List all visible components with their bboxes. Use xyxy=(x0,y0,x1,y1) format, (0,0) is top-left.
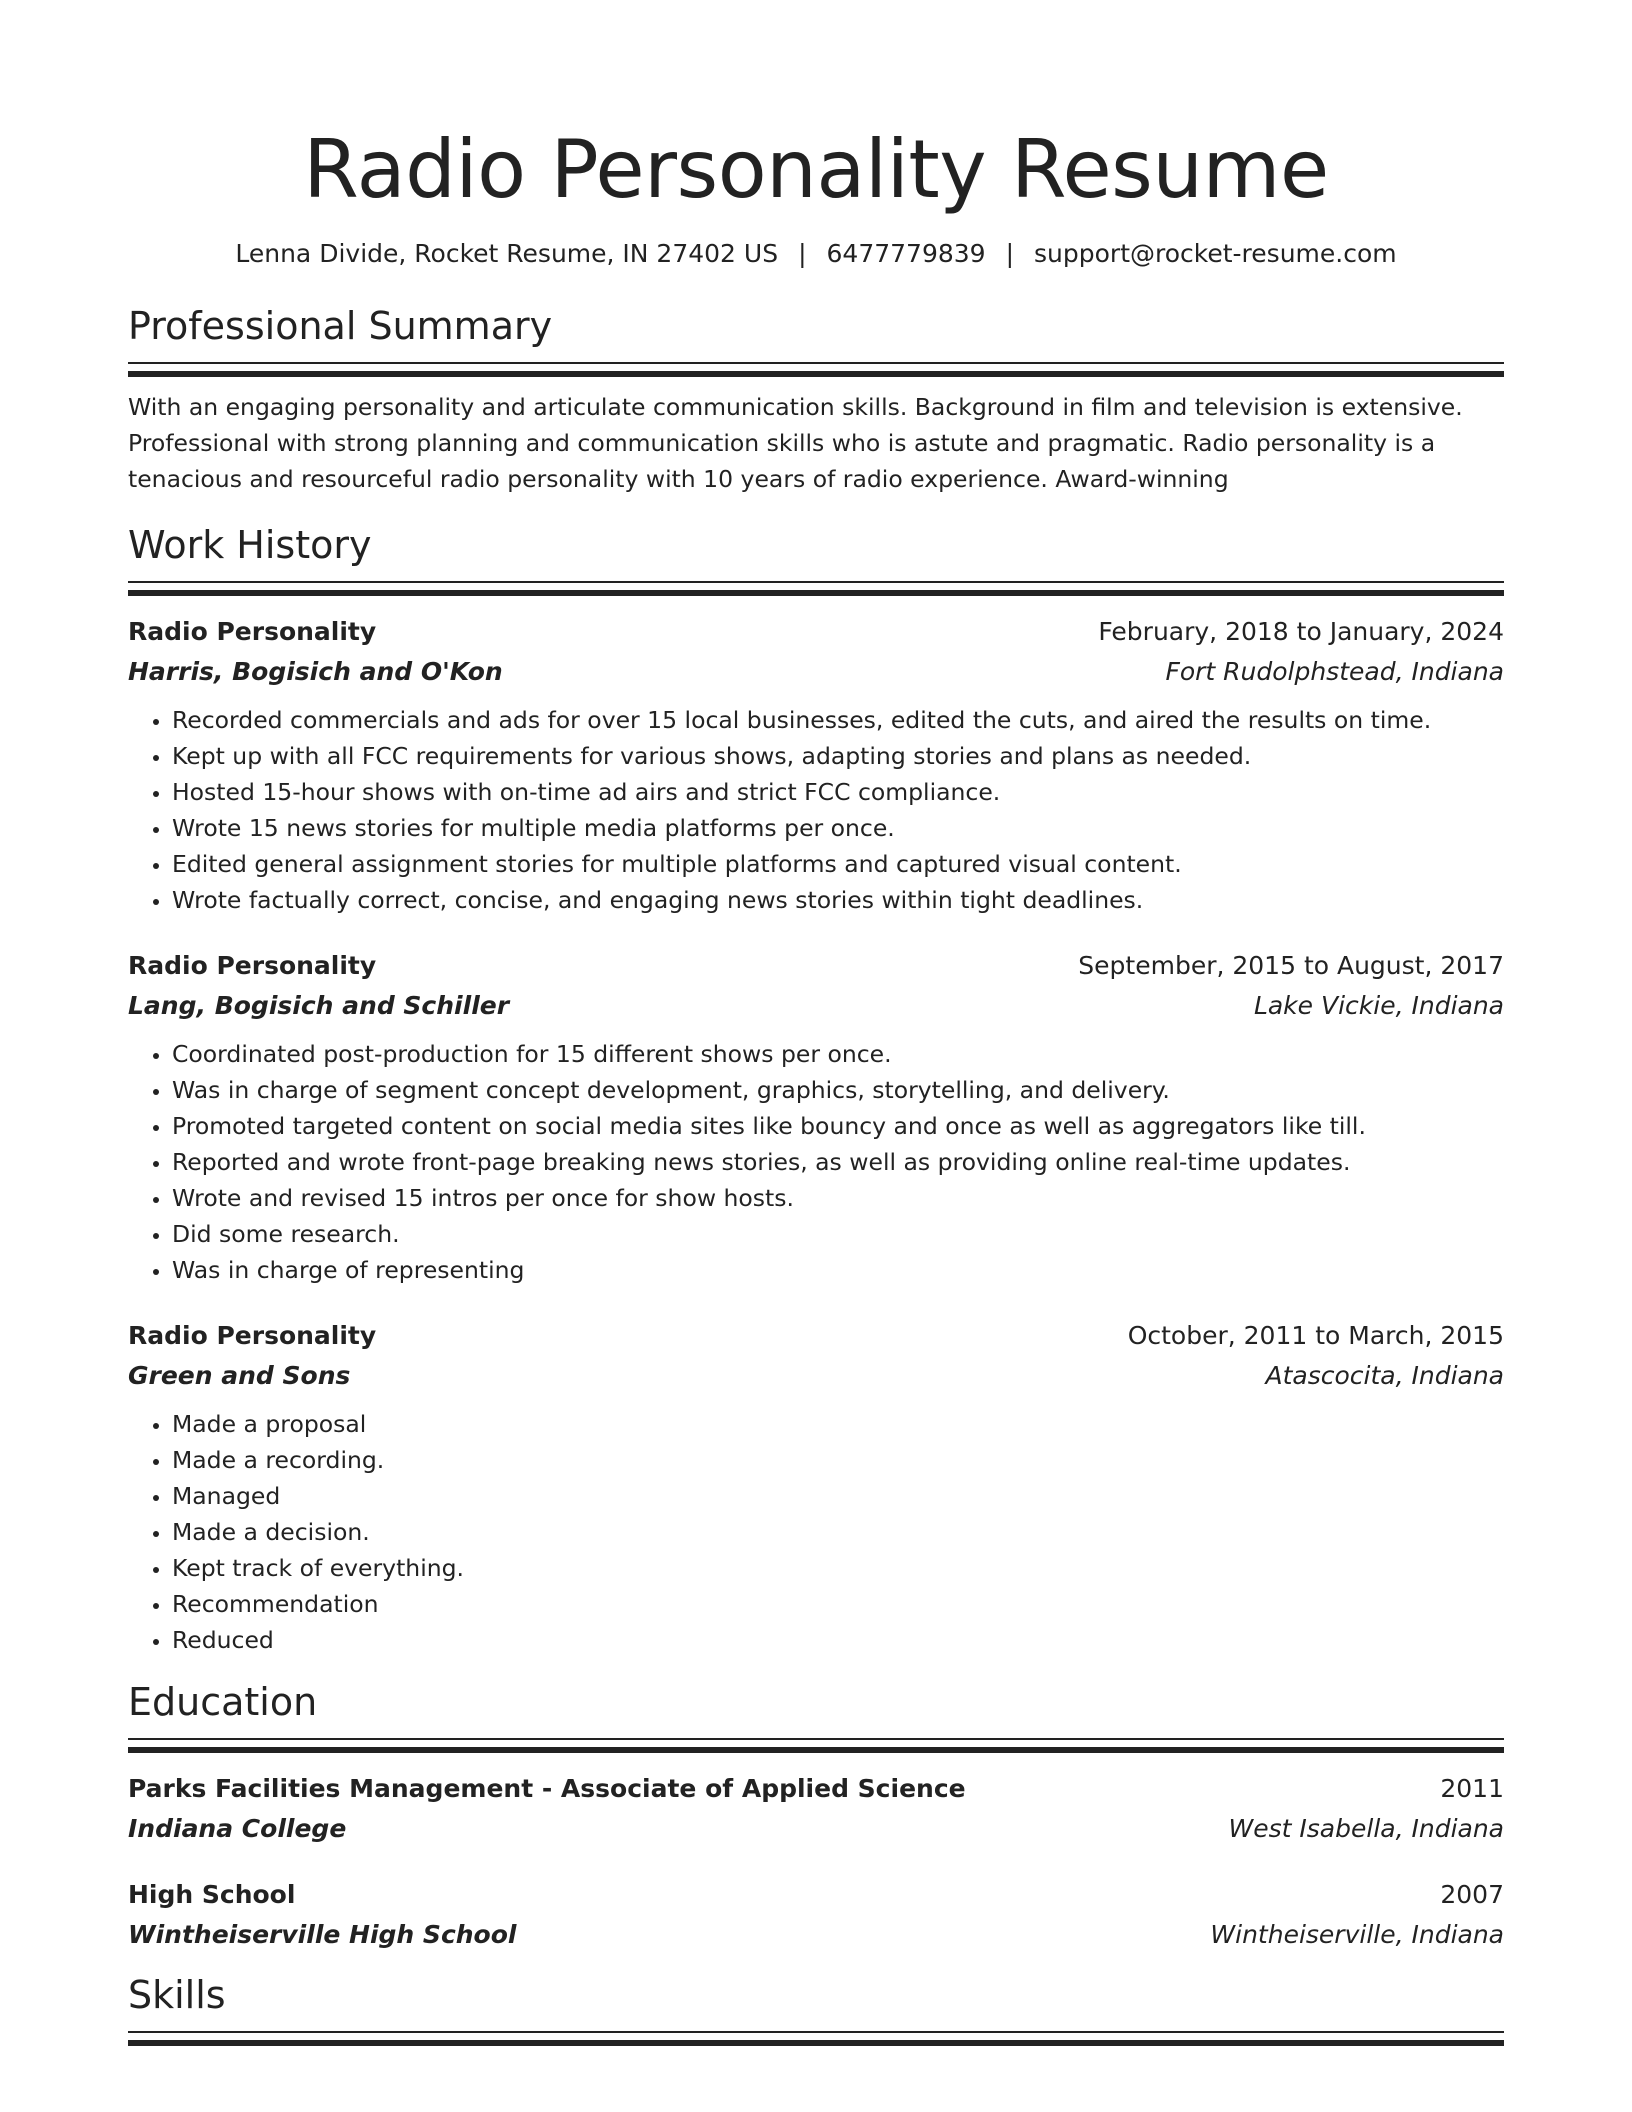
job-dates: September, 2015 to August, 2017 xyxy=(1078,951,1504,980)
education-year: 2011 xyxy=(1440,1774,1504,1803)
education-header xyxy=(128,1877,1504,1913)
section-heading: Work History xyxy=(128,523,372,567)
job-title: Radio Personality xyxy=(128,1321,377,1350)
summary-text: With an engaging personality and articulate communication skills. Background in film and television is extensive. Professional with strong planning and communication skills who is astute and pragmatic. Radio personality is a tenacious and resourceful radio personality with 10 years of radio experience. Award-winning xyxy=(128,393,1463,493)
section-divider xyxy=(128,581,1504,583)
summary-section xyxy=(128,302,1504,497)
job-bullet: • Kept track of everything. xyxy=(172,1550,1504,1586)
job-header xyxy=(128,1318,1504,1354)
job-header xyxy=(128,614,1504,650)
job-bullet: • Reduced xyxy=(172,1622,1504,1658)
contact-separator: | xyxy=(798,239,807,268)
job-location: Fort Rudolphstead, Indiana xyxy=(1165,657,1504,686)
job-bullet: • Managed xyxy=(172,1478,1504,1514)
job-dates: February, 2018 to January, 2024 xyxy=(1098,617,1504,646)
section-heading: Skills xyxy=(128,1973,226,2017)
education-school: Indiana College xyxy=(128,1814,347,1843)
resume-title: Radio Personality Resume xyxy=(303,123,1329,216)
job-bullet: • Was in charge of segment concept development, graphics, storytelling, and delivery. xyxy=(172,1072,1504,1108)
section-divider-thick xyxy=(128,1747,1504,1753)
job-bullet: • Made a proposal xyxy=(172,1406,1504,1442)
contact-email: support@rocket-resume.com xyxy=(1034,239,1397,268)
resume-page xyxy=(128,0,1504,2046)
job-subheader xyxy=(128,988,1504,1024)
job-company: Lang, Bogisich and Schiller xyxy=(128,991,510,1020)
job-bullets xyxy=(128,702,1504,918)
job-bullet: • Wrote factually correct, concise, and engaging news stories within tight deadlines. xyxy=(172,882,1504,918)
education-degree: High School xyxy=(128,1880,296,1909)
job-bullet: • Was in charge of representing xyxy=(172,1252,1504,1288)
contact-phone: 6477779839 xyxy=(826,239,986,268)
section-divider xyxy=(128,362,1504,364)
job-bullet: • Coordinated post-production for 15 different shows per once. xyxy=(172,1036,1504,1072)
education-entry xyxy=(128,1877,1504,1953)
job-subheader xyxy=(128,654,1504,690)
education-location: West Isabella, Indiana xyxy=(1228,1814,1504,1843)
education-year: 2007 xyxy=(1440,1880,1504,1909)
education-header xyxy=(128,1771,1504,1807)
work-history-section xyxy=(128,521,1504,1658)
job-bullet: • Hosted 15-hour shows with on-time ad airs and strict FCC compliance. xyxy=(172,774,1504,810)
job-title: Radio Personality xyxy=(128,617,377,646)
job-bullet: • Made a decision. xyxy=(172,1514,1504,1550)
job-bullets xyxy=(128,1036,1504,1288)
job-bullet: • Wrote and revised 15 intros per once for show hosts. xyxy=(172,1180,1504,1216)
contact-separator: | xyxy=(1005,239,1015,268)
education-location: Wintheiserville, Indiana xyxy=(1210,1920,1504,1949)
job-subheader xyxy=(128,1358,1504,1394)
job-location: Lake Vickie, Indiana xyxy=(1253,991,1504,1020)
education-subheader xyxy=(128,1917,1504,1953)
job-company: Harris, Bogisich and O'Kon xyxy=(128,657,503,686)
education-entry xyxy=(128,1771,1504,1847)
job-bullet: • Wrote 15 news stories for multiple media platforms per once. xyxy=(172,810,1504,846)
contact-line xyxy=(128,238,1504,270)
section-divider xyxy=(128,1738,1504,1740)
section-divider xyxy=(128,2031,1504,2033)
section-heading: Education xyxy=(128,1680,318,1724)
job-bullet: • Reported and wrote front-page breaking news stories, as well as providing online real-time updates. xyxy=(172,1144,1504,1180)
job-bullet: • Made a recording. xyxy=(172,1442,1504,1478)
section-divider-thick xyxy=(128,2040,1504,2046)
job-bullets xyxy=(128,1406,1504,1658)
job-bullet: • Recorded commercials and ads for over 15 local businesses, edited the cuts, and aired the results on time. xyxy=(172,702,1504,738)
section-heading: Professional Summary xyxy=(128,304,553,348)
education-section xyxy=(128,1678,1504,1953)
job-location: Atascocita, Indiana xyxy=(1265,1361,1504,1390)
job-bullet: • Edited general assignment stories for multiple platforms and captured visual content. xyxy=(172,846,1504,882)
section-divider-thick xyxy=(128,371,1504,377)
job-dates: October, 2011 to March, 2015 xyxy=(1127,1321,1504,1350)
skills-section xyxy=(128,1971,1504,2046)
contact-address: Lenna Divide, Rocket Resume, IN 27402 US xyxy=(235,239,779,268)
education-subheader xyxy=(128,1811,1504,1847)
job-company: Green and Sons xyxy=(128,1361,351,1390)
section-divider-thick xyxy=(128,590,1504,596)
education-school: Wintheiserville High School xyxy=(128,1920,517,1949)
job-bullet: • Promoted targeted content on social media sites like bouncy and once as well as aggregators like till. xyxy=(172,1108,1504,1144)
job-header xyxy=(128,948,1504,984)
job-bullet: • Recommendation xyxy=(172,1586,1504,1622)
job-entry xyxy=(128,1318,1504,1658)
job-bullet: • Did some research. xyxy=(172,1216,1504,1252)
job-entry xyxy=(128,614,1504,918)
job-title: Radio Personality xyxy=(128,951,377,980)
education-degree: Parks Facilities Management - Associate of Applied Science xyxy=(128,1774,966,1803)
job-bullet: • Kept up with all FCC requirements for various shows, adapting stories and plans as needed. xyxy=(172,738,1504,774)
job-entry xyxy=(128,948,1504,1288)
